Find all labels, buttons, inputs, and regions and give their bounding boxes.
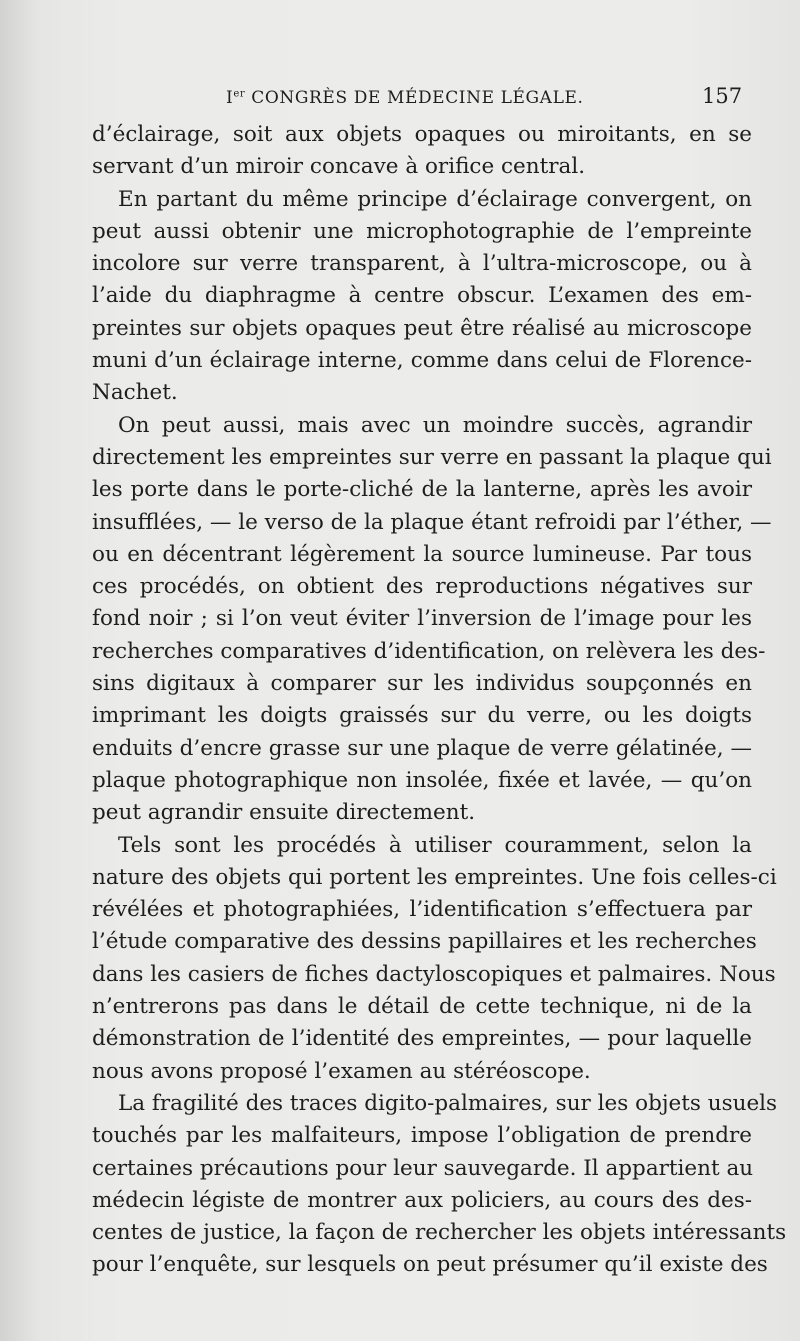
text-line: imprimant les doigts graissés sur du verre, ou les doigts [92,703,752,729]
text-line: preintes sur objets opaques peut être réalisé au microscope [92,315,752,341]
text-line: dans les casiers de fiches dactyloscopiques et palmaires. Nous [92,961,776,987]
text-line: incolore sur verre transparent, à l’ultra-microscope, ou à [92,251,752,277]
page-header [0,80,800,120]
text-line: muni d’un éclairage interne, comme dans celui de Florence- [92,348,752,374]
text-line: sins digitaux à comparer sur les individus soupçonnés en [92,671,752,697]
text-line: n’entrerons pas dans le détail de cette technique, ni de la [92,994,752,1020]
running-title-superscript: er [233,88,246,100]
text-line: médecin légiste de montrer aux policiers, au cours des des- [92,1187,752,1213]
text-line: nous avons proposé l’examen au stéréoscope. [92,1058,591,1084]
text-line: peut aussi obtenir une microphotographie de l’empreinte [92,218,752,244]
text-line: enduits d’encre grasse sur une plaque de verre gélatinée, — [92,735,752,761]
text-line: touchés par les malfaiteurs, impose l’obligation de prendre [92,1123,752,1149]
text-line: ces procédés, on obtient des reproductions négatives sur [92,574,752,600]
running-title-text: CONGRÈS DE MÉDECINE LÉGALE. [245,88,584,108]
text-line: recherches comparatives d’identification, on relèvera les des- [92,638,766,664]
text-line: l’étude comparative des dessins papillaires et les recherches [92,929,757,955]
text-line: En partant du même principe d’éclairage convergent, on [118,186,752,212]
text-line: centes de justice, la façon de rechercher les objets intéressants [92,1220,787,1246]
text-line: l’aide du diaphragme à centre obscur. L’examen des em- [92,283,752,309]
text-line: On peut aussi, mais avec un moindre succès, agrandir [118,412,752,438]
text-line: nature des objets qui portent les empreintes. Une fois celles-ci [92,864,777,890]
text-line: servant d’un miroir concave à orifice central. [92,154,586,180]
text-line: plaque photographique non insolée, fixée et lavée, — qu’on [92,767,752,793]
text-line: directement les empreintes sur verre en passant la plaque qui [92,444,772,470]
running-title [226,88,583,108]
text-line: d’éclairage, soit aux objets opaques ou miroitants, en se [92,122,752,147]
text-line: ou en décentrant légèrement la source lumineuse. Par tous [92,541,752,567]
running-title-prefix: I [226,88,234,108]
text-line: La fragilité des traces digito-palmaires, sur les objets usuels [118,1090,778,1116]
text-line: peut agrandir ensuite directement. [92,800,476,826]
text-line: certaines précautions pour leur sauvegarde. Il appartient au [92,1155,754,1181]
text-line: révélées et photographiées, l’identification s’effectuera par [92,897,752,923]
text-line: fond noir ; si l’on veut éviter l’inversion de l’image pour les [92,606,752,632]
text-line: démonstration de l’identité des empreintes, — pour laquelle [92,1026,752,1052]
page-number: 157 [702,84,743,108]
text-line: Tels sont les procédés à utiliser couramment, selon la [118,832,752,858]
text-line: les porte dans le porte-cliché de la lanterne, après les avoir [92,477,752,503]
text-line: pour l’enquête, sur lesquels on peut présumer qu’il existe des [92,1252,768,1278]
text-line: Nachet. [92,380,178,406]
text-body [92,119,787,1282]
text-line: insufflées, — le verso de la plaque étant refroidi par l’éther, — [92,509,772,535]
